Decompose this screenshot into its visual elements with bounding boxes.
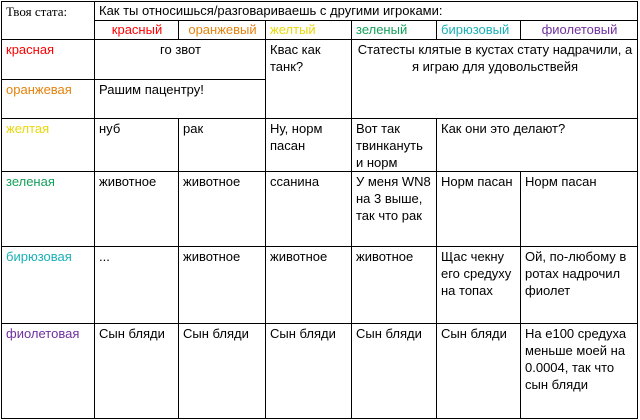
table-cell: животное [95,172,179,247]
question-header: Как ты относишься/разговариваешь с другими игроками: [95,2,638,21]
table-cell: Сын бляди [95,324,179,419]
col-header-cyan: бирюзовый [437,21,521,40]
table-cell: Вот так твинкануть и норм [352,119,437,172]
table-cell: Рашим пацентру! [95,80,266,119]
table-cell: Норм пасан [521,172,638,247]
table-cell: рак [179,119,266,172]
table-cell: Как они это делают? [437,119,638,172]
table-cell: Ну, норм пасан [266,119,352,172]
table-cell: Норм пасан [437,172,521,247]
table-cell: нуб [95,119,179,172]
corner-header: Твоя стата: [2,2,95,40]
col-header-orange: оранжевый [179,21,266,40]
row-label-orange: оранжевая [2,80,95,119]
table-cell: ... [95,247,179,324]
row-label-violet: фиолетовая [2,324,95,419]
table-cell: У меня WN8 на 3 выше, так что рак [352,172,437,247]
table-cell: На е100 средуха меньше моей на 0.0004, так что сын бляди [521,324,638,419]
table-cell: Статесты клятые в кустах стату надрачили, а я играю для удовольствейя [352,40,638,119]
table-cell: животное [179,172,266,247]
stats-attitude-table [1,1,638,419]
table-cell: животное [266,247,352,324]
row-label-red: красная [2,40,95,80]
col-header-violet: фиолетовый [521,21,638,40]
table-cell: ссанина [266,172,352,247]
table-cell: животное [179,247,266,324]
table-cell: Сын бляди [437,324,521,419]
row-label-cyan: бирюзовая [2,247,95,324]
row-label-green: зеленая [2,172,95,247]
table-cell: го звот [95,40,266,80]
table-cell: Щас чекну его средуху на топах [437,247,521,324]
table-cell: Ой, по-любому в ротах надрочил фиолет [521,247,638,324]
row-label-yellow: желтая [2,119,95,172]
table-cell: Сын бляди [352,324,437,419]
col-header-green: зеленый [352,21,437,40]
col-header-yellow: желтый [266,21,352,40]
col-header-red: красный [95,21,179,40]
table-cell: Квас как танк? [266,40,352,119]
table-cell: животное [352,247,437,324]
table-cell: Сын бляди [266,324,352,419]
table-cell: Сын бляди [179,324,266,419]
